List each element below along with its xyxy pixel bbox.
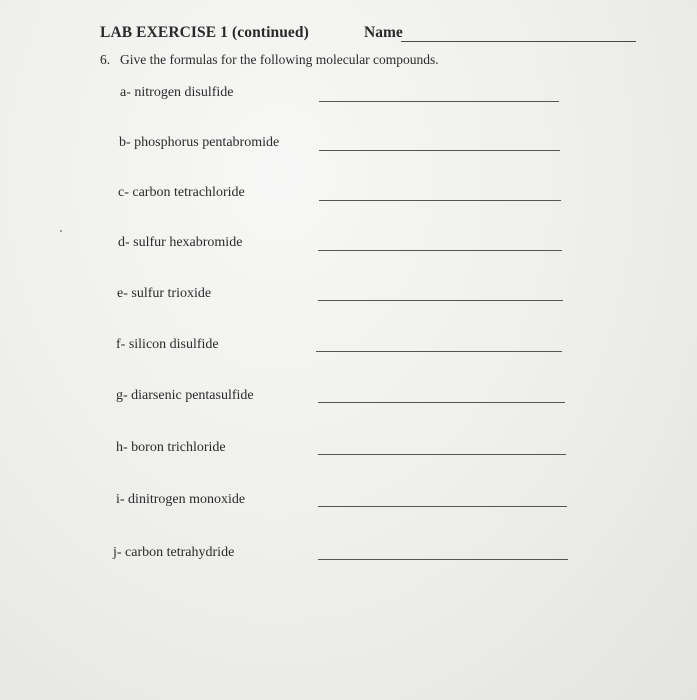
item-label-e: e- sulfur trioxide [117, 286, 212, 301]
answer-line-f[interactable] [316, 351, 562, 352]
answer-line-e[interactable] [318, 300, 563, 301]
item-label-j: j- carbon tetrahydride [113, 545, 235, 560]
item-label-d: d- sulfur hexabromide [118, 235, 243, 250]
answer-line-a[interactable] [319, 101, 559, 102]
question-text: Give the formulas for the following molecular compounds. [120, 52, 439, 67]
answer-line-g[interactable] [318, 402, 565, 403]
answer-line-j[interactable] [318, 559, 568, 560]
item-label-b: b- phosphorus pentabromide [119, 135, 280, 150]
item-label-g: g- diarsenic pentasulfide [116, 388, 254, 403]
answer-line-h[interactable] [318, 454, 566, 455]
question-6 [100, 52, 439, 68]
answer-line-i[interactable] [318, 506, 567, 507]
name-answer-line[interactable] [401, 41, 636, 42]
item-label-h: h- boron trichloride [116, 440, 226, 455]
answer-line-b[interactable] [319, 150, 560, 151]
item-label-f: f- silicon disulfide [116, 337, 219, 352]
paper-speck [60, 230, 62, 232]
page-title: LAB EXERCISE 1 (continued) [100, 24, 309, 41]
item-label-i: i- dinitrogen monoxide [116, 492, 246, 507]
question-number: 6. [100, 52, 111, 67]
answer-line-c[interactable] [319, 200, 561, 201]
answer-line-d[interactable] [318, 250, 562, 251]
item-label-a: a- nitrogen disulfide [120, 85, 234, 100]
item-label-c: c- carbon tetrachloride [118, 185, 245, 200]
name-label: Name [364, 24, 403, 41]
